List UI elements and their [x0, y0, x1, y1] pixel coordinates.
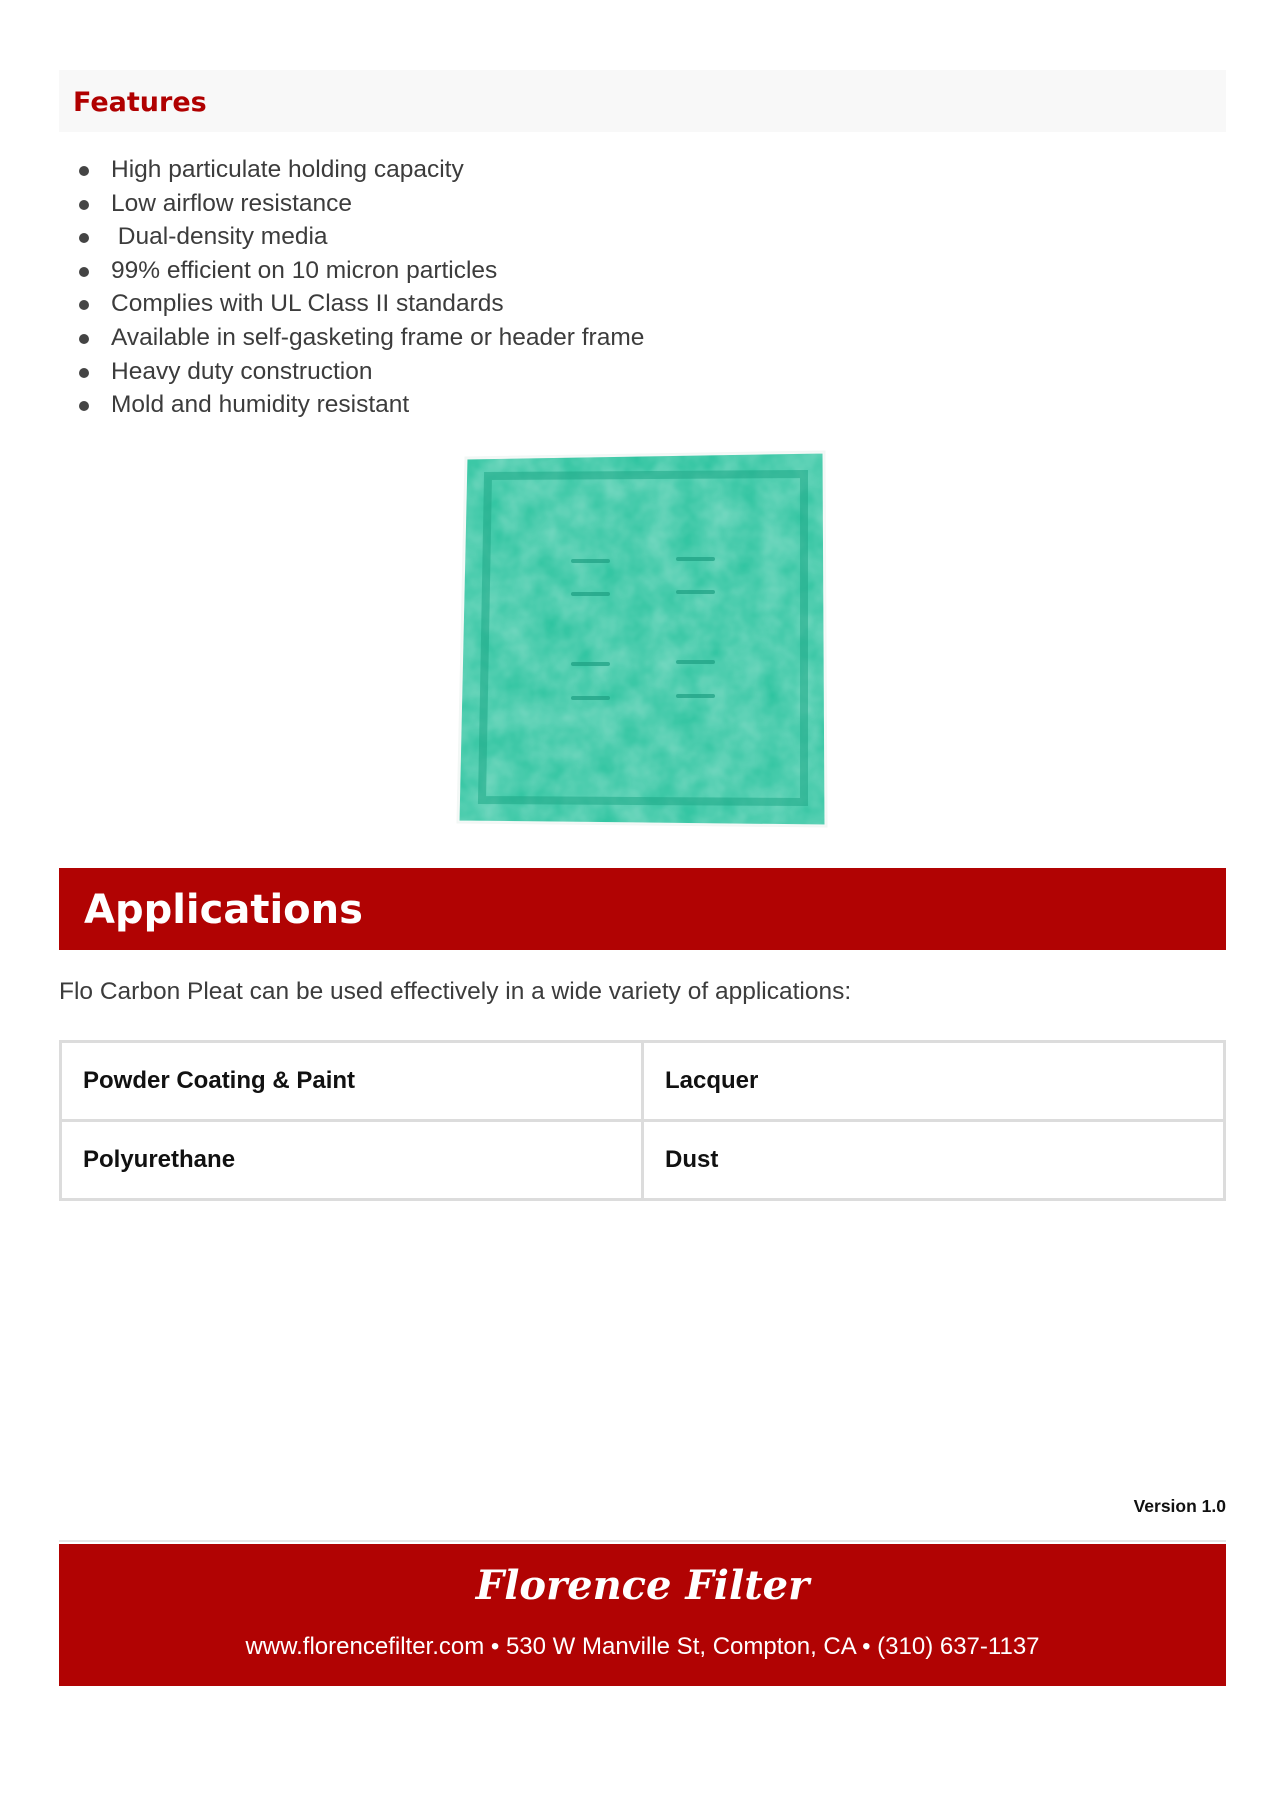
features-list	[72, 153, 644, 422]
applications-intro: Flo Carbon Pleat can be used effectively in a wide variety of applications:	[59, 978, 852, 1005]
table-cell: Dust	[643, 1121, 1225, 1200]
list-item: Available in self-gasketing frame or header frame	[72, 321, 644, 355]
filter-pad-image	[448, 446, 836, 834]
footer	[59, 1544, 1226, 1686]
list-item: Dual-density media	[72, 220, 644, 254]
list-item: Mold and humidity resistant	[72, 388, 644, 422]
table-cell: Lacquer	[643, 1042, 1225, 1121]
features-header	[59, 70, 1226, 132]
applications-table	[59, 1040, 1226, 1201]
footer-divider	[59, 1540, 1226, 1542]
applications-banner	[59, 868, 1226, 950]
list-item: High particulate holding capacity	[72, 153, 644, 187]
footer-contact: www.florencefilter.com • 530 W Manville St, Compton, CA • (310) 637-1137	[245, 1633, 1040, 1660]
table-row	[61, 1121, 1225, 1200]
list-item: 99% efficient on 10 micron particles	[72, 254, 644, 288]
list-item: Complies with UL Class II standards	[72, 287, 644, 321]
list-item: Low airflow resistance	[72, 187, 644, 221]
features-heading: Features	[73, 87, 207, 118]
version-label: Version 1.0	[1133, 1496, 1226, 1516]
table-cell: Polyurethane	[61, 1121, 643, 1200]
applications-heading: Applications	[84, 887, 363, 933]
table-cell: Powder Coating & Paint	[61, 1042, 643, 1121]
table-row	[61, 1042, 1225, 1121]
list-item: Heavy duty construction	[72, 355, 644, 389]
brand-logo: Florence Filter	[475, 1562, 810, 1609]
